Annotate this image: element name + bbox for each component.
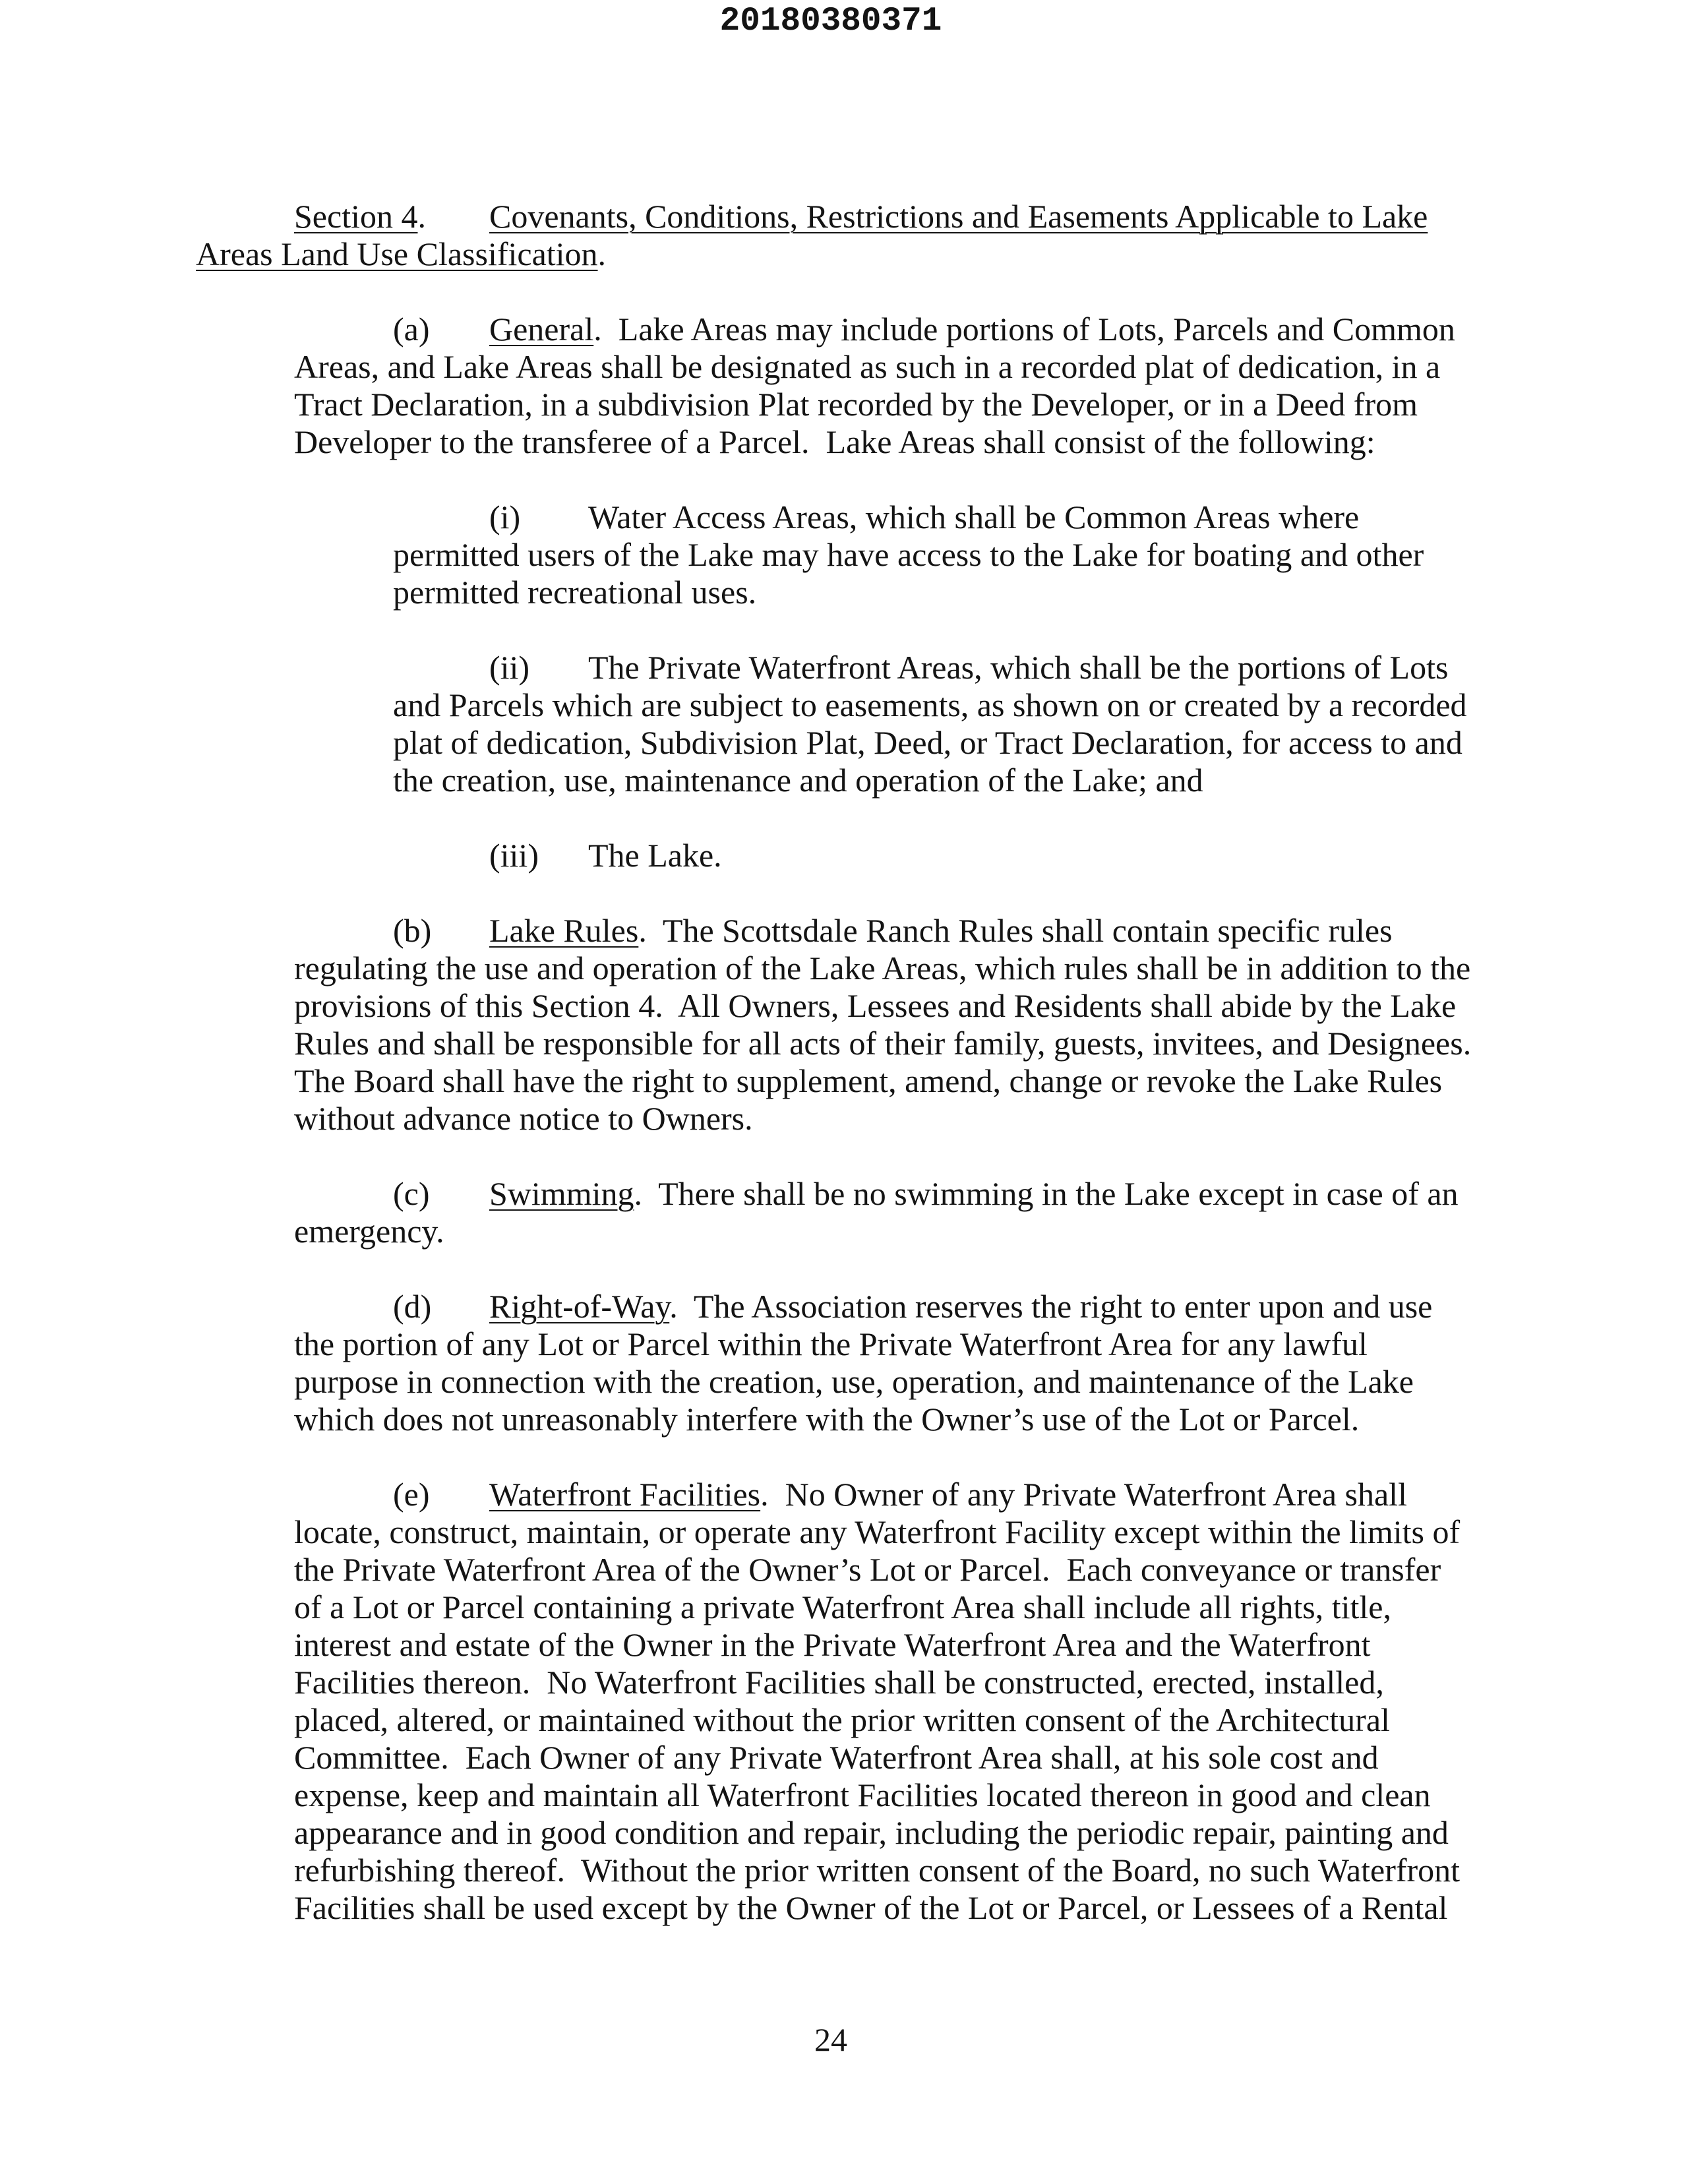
subparagraph-line: plat of dedication, Subdivision Plat, Deed, or Tract Declaration, for access to and [393,724,1462,761]
paragraph-line: expense, keep and maintain all Waterfront Facilities located thereon in good and clean [294,1776,1431,1813]
paragraph-label: (e) [393,1476,430,1513]
paragraph-d [196,1288,1515,1438]
paragraph-text: . No Owner of any Private Waterfront Area shall [760,1476,1407,1513]
subparagraph-text: The Private Waterfront Areas, which shall be the portions of Lots [588,649,1449,686]
paragraph-lead [489,912,1393,950]
paragraph-line: Rules and shall be responsible for all acts of their family, guests, invitees, and Designees. [294,1025,1472,1062]
paragraph-label: (a) [393,311,430,348]
paragraph-lead [489,311,1455,348]
subparagraph-line: and Parcels which are subject to easements, as shown on or created by a recorded [393,686,1467,723]
paragraph-e [196,1476,1515,1927]
section-heading [196,198,1515,273]
subparagraph-first-line [196,499,1515,536]
subparagraph-ii [196,649,1515,799]
paragraph-line: Facilities thereon. No Waterfront Facilities shall be constructed, erected, installed, [294,1664,1384,1701]
subparagraph-text: Water Access Areas, which shall be Common Areas where [588,499,1360,535]
section-heading-line-2 [196,235,1515,273]
section-number: Section 4 [294,198,418,235]
paragraph-first-line [196,912,1515,950]
paragraph-line: placed, altered, or maintained without the prior written consent of the Architectural [294,1701,1390,1738]
page-number: 24 [814,2021,847,2058]
paragraph-line: interest and estate of the Owner in the Private Waterfront Area and the Waterfront [294,1626,1371,1663]
subparagraph-i [196,499,1515,611]
subparagraph-first-line [196,649,1515,686]
paragraph-line: emergency. [294,1213,444,1250]
document-number: 20180380371 [719,3,942,40]
paragraph-a [196,311,1515,461]
paragraph-line: without advance notice to Owners. [294,1100,753,1137]
paragraph-heading: Waterfront Facilities [489,1476,761,1513]
paragraph-line: appearance and in good condition and repair, including the periodic repair, painting and [294,1814,1449,1851]
paragraph-heading: Right-of-Way [489,1288,670,1325]
paragraph-line: Committee. Each Owner of any Private Waterfront Area shall, at his sole cost and [294,1739,1379,1776]
paragraph-b [196,912,1515,1138]
section-label [294,198,426,235]
paragraph-c [196,1175,1515,1250]
paragraph-first-line [196,311,1515,348]
paragraph-line: regulating the use and operation of the Lake Areas, which rules shall be in addition to the [294,950,1471,986]
paragraph-lead [489,1476,1407,1513]
section-title-continued: Areas Land Use Classification [196,235,598,272]
paragraph-line: Tract Declaration, in a subdivision Plat recorded by the Developer, or in a Deed from [294,386,1418,423]
section-label-period: . [417,198,426,235]
paragraph-label: (c) [393,1175,430,1212]
section-title-period: . [597,235,607,272]
paragraph-line: Developer to the transferee of a Parcel. Lake Areas shall consist of the following: [294,423,1375,460]
paragraph-line: Facilities shall be used except by the Owner of the Lot or Parcel, or Lessees of a Rental [294,1889,1448,1926]
paragraph-text: . The Association reserves the right to enter upon and use [669,1288,1433,1325]
paragraph-line: provisions of this Section 4. All Owners, Lessees and Residents shall abide by the Lake [294,987,1457,1024]
paragraph-heading: General [489,311,594,348]
paragraph-text: . The Scottsdale Ranch Rules shall contain specific rules [638,912,1393,949]
paragraph-line: which does not unreasonably interfere with the Owner’s use of the Lot or Parcel. [294,1401,1360,1438]
section-heading-line-1 [196,198,1515,235]
paragraph-line: refurbishing thereof. Without the prior written consent of the Board, no such Waterfront [294,1852,1461,1889]
paragraph-line: the Private Waterfront Area of the Owner’s Lot or Parcel. Each conveyance or transfer [294,1551,1441,1588]
paragraph-label: (d) [393,1288,432,1325]
subparagraph-label: (i) [489,499,521,535]
subparagraph-iii [196,837,1515,874]
paragraph-lead [489,1175,1459,1213]
paragraph-text: . Lake Areas may include portions of Lots, Parcels and Common [593,311,1455,348]
subparagraph-label: (iii) [489,837,539,874]
paragraph-text: . There shall be no swimming in the Lake except in case of an [634,1175,1459,1212]
paragraph-label: (b) [393,912,432,949]
subparagraph-line: permitted users of the Lake may have access to the Lake for boating and other [393,536,1424,573]
section-title: Covenants, Conditions, Restrictions and Easements Applicable to Lake [489,198,1428,235]
subparagraph-line: the creation, use, maintenance and operation of the Lake; and [393,762,1203,799]
paragraph-line: The Board shall have the right to supplement, amend, change or revoke the Lake Rules [294,1062,1443,1099]
paragraph-first-line [196,1476,1515,1513]
paragraph-first-line [196,1175,1515,1213]
subparagraph-label: (ii) [489,649,530,686]
paragraph-heading: Lake Rules [489,912,639,949]
paragraph-line: of a Lot or Parcel containing a private Waterfront Area shall include all rights, title, [294,1589,1391,1625]
subparagraph-first-line [196,837,1515,874]
subparagraph-text: The Lake. [588,837,722,874]
paragraph-line: purpose in connection with the creation, use, operation, and maintenance of the Lake [294,1363,1414,1400]
paragraph-lead [489,1288,1432,1325]
paragraph-first-line [196,1288,1515,1325]
paragraph-line: Areas, and Lake Areas shall be designated as such in a recorded plat of dedication, in a [294,348,1441,385]
paragraph-line: the portion of any Lot or Parcel within the Private Waterfront Area for any lawful [294,1325,1368,1362]
paragraph-heading: Swimming [489,1175,634,1212]
subparagraph-line: permitted recreational uses. [393,574,757,611]
paragraph-line: locate, construct, maintain, or operate any Waterfront Facility except within the limits of [294,1513,1461,1550]
document-body [196,198,1515,1964]
